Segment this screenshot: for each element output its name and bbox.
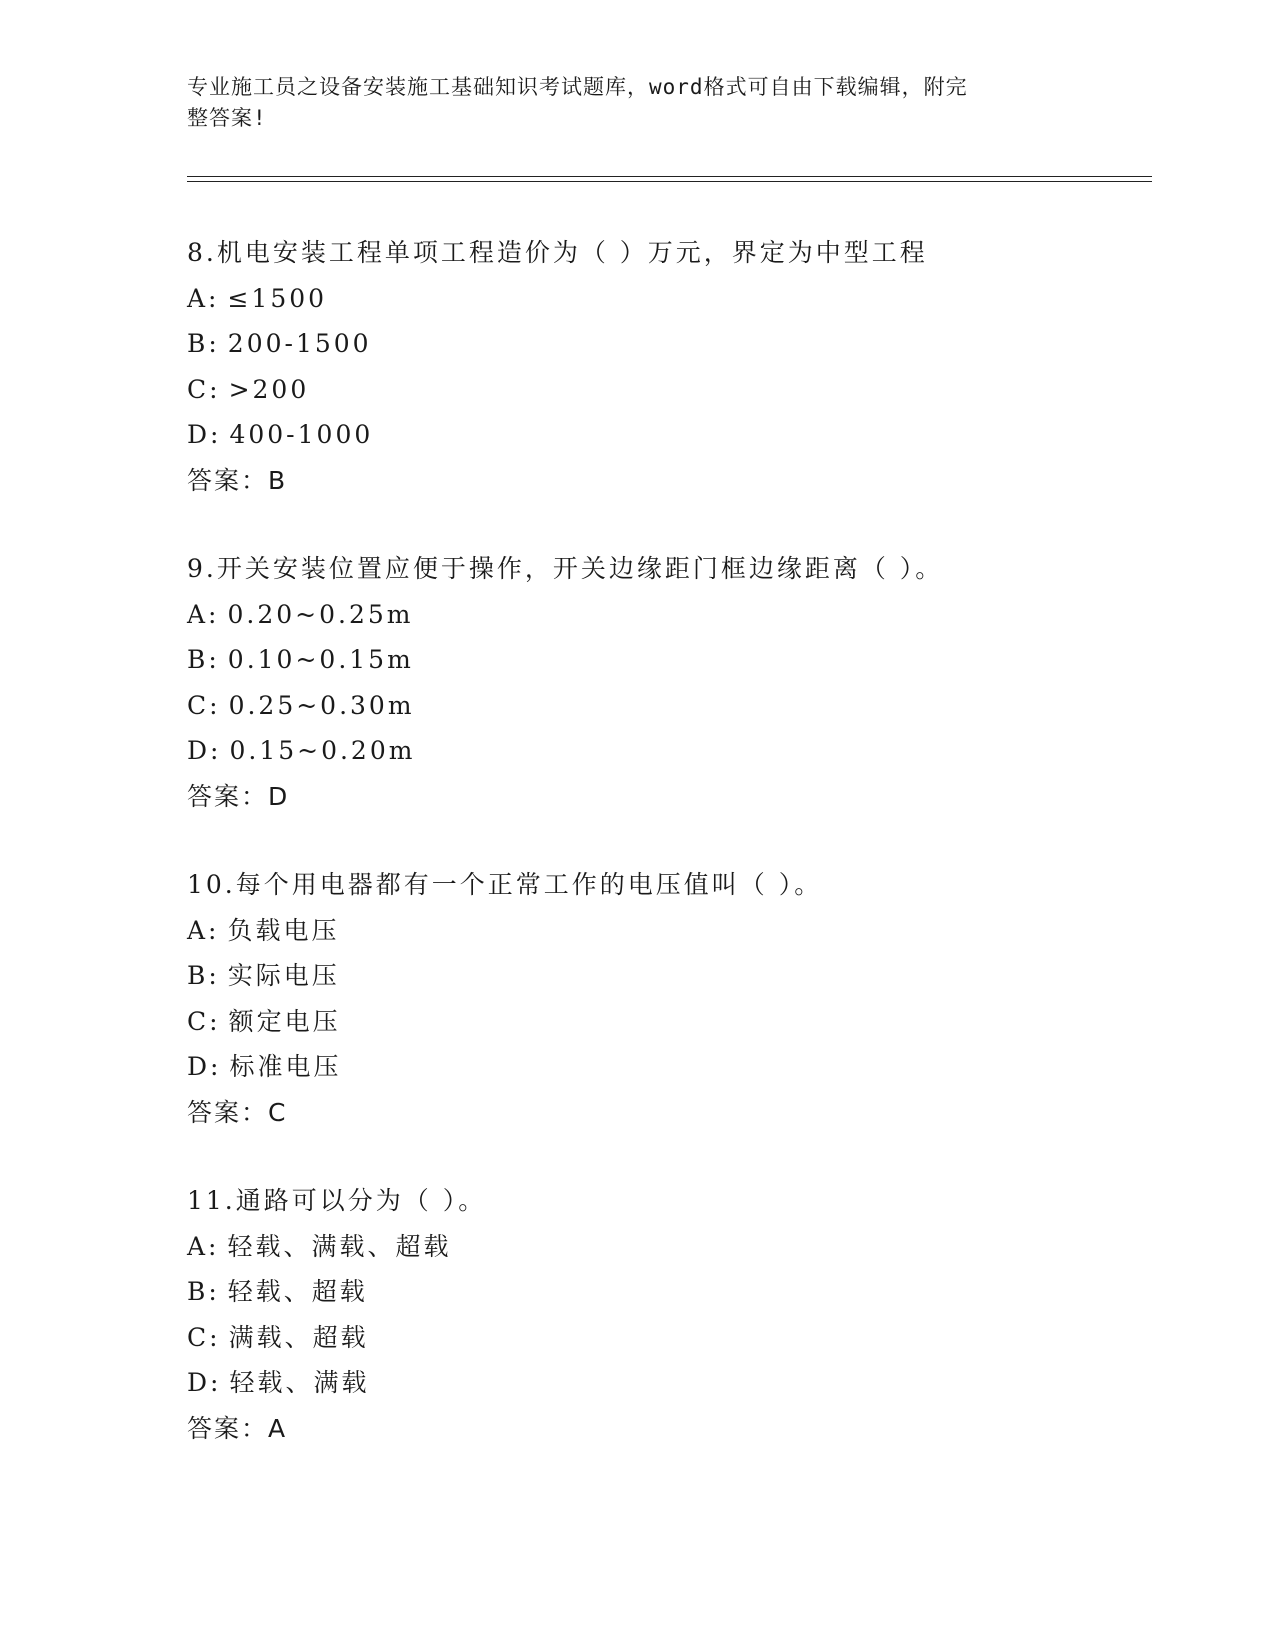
option-letter: B: [187, 1277, 220, 1306]
option-letter: D: [187, 1368, 222, 1397]
option-b [187, 953, 1137, 999]
option-text: 轻载、满载、超载 [227, 1231, 452, 1261]
answer-value: B [268, 465, 288, 495]
question-9 [187, 546, 1137, 819]
option-text: 400-1000 [229, 420, 374, 449]
document-header [187, 72, 1067, 134]
option-c [187, 999, 1137, 1045]
option-d [187, 1044, 1137, 1090]
question-11 [187, 1178, 1137, 1451]
option-text: >200 [228, 374, 310, 404]
option-c [187, 683, 1137, 729]
option-text: 实际电压 [227, 961, 340, 990]
option-text: 轻载、超载 [227, 1277, 368, 1306]
question-10 [187, 862, 1137, 1135]
answer-label: 答案： [187, 1097, 269, 1127]
option-text: 额定电压 [228, 1006, 341, 1036]
option-a [187, 1224, 1137, 1270]
question-stem: 11.通路可以分为（ ）。 [187, 1186, 487, 1215]
header-divider-bottom [187, 181, 1152, 182]
option-text: 0.20~0.25m [227, 599, 414, 629]
option-text: ≤1500 [227, 283, 328, 313]
option-letter: A: [187, 599, 220, 629]
answer-line [187, 774, 1137, 820]
option-b [187, 1269, 1137, 1315]
option-letter: C: [187, 374, 221, 404]
option-letter: D: [187, 736, 222, 765]
option-letter: C: [187, 1006, 221, 1036]
option-text: 负载电压 [227, 915, 340, 945]
option-a [187, 592, 1137, 638]
option-text: 0.25~0.30m [228, 690, 415, 720]
answer-label: 答案： [187, 1413, 269, 1443]
option-d [187, 728, 1137, 774]
answer-label: 答案： [187, 781, 269, 811]
question-stem: 9.开关安装位置应便于操作，开关边缘距门框边缘距离（ ）。 [187, 554, 944, 583]
option-text: 0.15~0.20m [229, 736, 416, 765]
option-b [187, 321, 1137, 367]
option-d [187, 1360, 1137, 1406]
answer-line [187, 458, 1137, 504]
option-b [187, 637, 1137, 683]
answer-label: 答案： [187, 465, 269, 495]
answer-line [187, 1090, 1137, 1136]
option-a [187, 908, 1137, 954]
header-divider-top [187, 176, 1152, 177]
option-letter: B: [187, 961, 220, 990]
answer-value: C [268, 1097, 288, 1127]
option-letter: B: [187, 329, 220, 358]
option-text: 200-1500 [227, 329, 372, 358]
question-stem: 8.机电安装工程单项工程造价为（ ）万元，界定为中型工程 [187, 238, 928, 267]
question-8 [187, 230, 1137, 503]
option-text: 满载、超载 [228, 1322, 369, 1352]
option-letter: B: [187, 645, 220, 674]
option-letter: A: [187, 283, 220, 313]
option-letter: D: [187, 1052, 222, 1081]
option-a [187, 276, 1137, 322]
option-c [187, 1315, 1137, 1361]
option-letter: C: [187, 690, 221, 720]
option-text: 0.10~0.15m [227, 645, 414, 674]
header-line-2: 整答案! [187, 106, 267, 130]
option-letter: C: [187, 1322, 221, 1352]
option-letter: A: [187, 915, 220, 945]
option-d [187, 412, 1137, 458]
answer-line [187, 1406, 1137, 1452]
option-letter: A: [187, 1231, 220, 1261]
option-text: 轻载、满载 [229, 1368, 370, 1397]
option-letter: D: [187, 420, 222, 449]
option-c [187, 367, 1137, 413]
header-line-1: 专业施工员之设备安装施工基础知识考试题库，word格式可自由下载编辑，附完 [187, 75, 968, 99]
answer-value: D [268, 781, 290, 811]
answer-value: A [268, 1413, 288, 1443]
option-text: 标准电压 [229, 1052, 342, 1081]
question-stem: 10.每个用电器都有一个正常工作的电压值叫（ ）。 [187, 870, 823, 899]
